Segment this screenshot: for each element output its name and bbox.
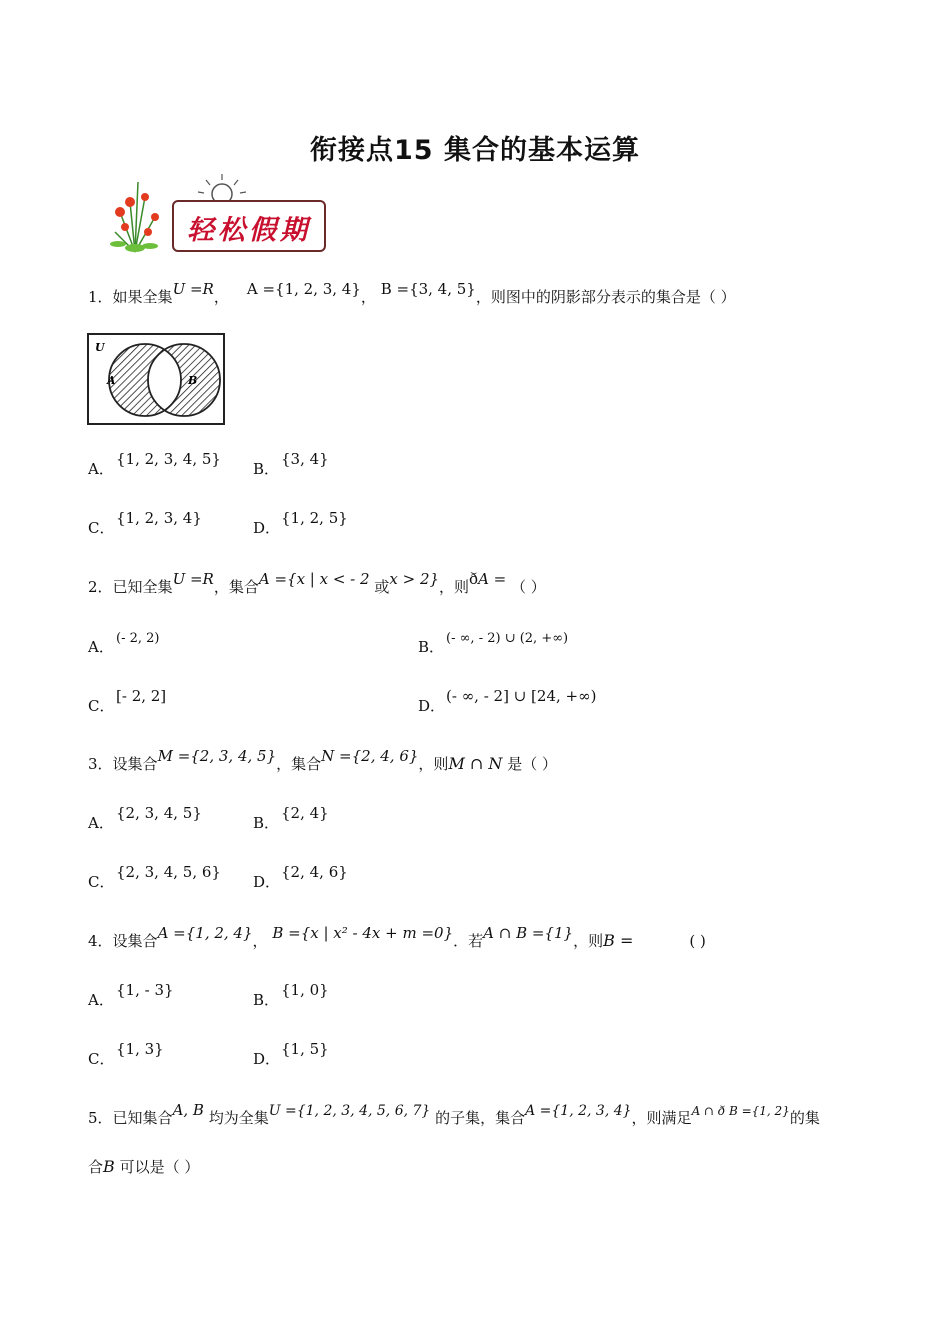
question-text: 设集合: [112, 932, 158, 950]
math-expression: U ={1, 2, 3, 4, 5, 6, 7}: [268, 1103, 431, 1119]
question-text: 设集合: [112, 755, 158, 773]
math-expression: A ={1, 2, 4}: [157, 924, 253, 942]
option-label: A．: [88, 991, 114, 1009]
question-text: 可以是（ ）: [119, 1158, 200, 1176]
math-expression: B ={x | x² - 4x + m =0}: [272, 924, 454, 942]
question-text: 的子集，集合: [435, 1109, 526, 1127]
option-value: {2, 4}: [281, 804, 329, 822]
question-number: 4．: [88, 932, 113, 950]
option-a[interactable]: [88, 981, 174, 1010]
option-d[interactable]: [253, 1040, 329, 1069]
option-label: B．: [253, 991, 280, 1009]
question-text: ，: [252, 932, 268, 950]
math-expression: B ={3, 4, 5}: [380, 280, 476, 298]
math-expression: U =R: [172, 280, 214, 298]
option-value: {1, 0}: [281, 981, 329, 999]
option-label: A．: [88, 814, 114, 832]
question-text: 合: [88, 1158, 104, 1176]
option-value: {2, 3, 4, 5, 6}: [116, 863, 221, 881]
option-label: C．: [88, 697, 115, 715]
option-a[interactable]: [88, 804, 202, 833]
option-value: {3, 4}: [281, 450, 329, 468]
answer-blank: （ ）: [511, 578, 546, 596]
question-text: ，集合: [213, 578, 259, 596]
question-text: 或: [374, 578, 390, 596]
option-label: B．: [253, 814, 280, 832]
math-expression: U =R: [172, 570, 214, 588]
question-2: [88, 570, 546, 597]
math-expression: A ∩ B ={1}: [483, 924, 574, 942]
option-d[interactable]: [253, 509, 348, 538]
venn-label-b: B: [188, 374, 198, 387]
question-5: [88, 1101, 820, 1128]
question-1: 1．如果全集U =R， A ={1, 2, 3, 4}， B ={3, 4, 5}，则图中的阴影部分表示的集合是（ ）: [88, 280, 736, 306]
question-3: [88, 747, 557, 774]
answer-blank: ( ): [689, 932, 706, 950]
question-text: 均为全集: [208, 1109, 269, 1127]
option-label: C．: [88, 873, 115, 891]
math-expression: A ∩ ð B ={1, 2}: [691, 1104, 790, 1118]
option-value: (- 2, 2): [116, 631, 160, 646]
math-expression: A =: [478, 570, 507, 588]
option-b[interactable]: [253, 804, 329, 833]
option-b[interactable]: [418, 631, 569, 657]
complement-symbol: ð: [469, 570, 479, 588]
question-number: 3．: [88, 755, 113, 773]
math-expression: A ={1, 2, 3, 4}: [246, 280, 361, 298]
option-d[interactable]: [418, 687, 597, 716]
option-value: {1, 5}: [281, 1040, 329, 1058]
question-number: 2．: [88, 578, 113, 596]
option-label: D．: [253, 873, 281, 891]
question-text: ，则: [418, 755, 449, 773]
option-label: C．: [88, 1050, 115, 1068]
question-text: ，则满足: [631, 1109, 692, 1127]
option-label: B．: [253, 460, 280, 478]
math-expression: A, B: [172, 1101, 204, 1119]
question-text: 的集: [789, 1109, 820, 1127]
option-label: D．: [253, 1050, 281, 1068]
option-label: A．: [88, 638, 114, 656]
page-title: 衔接点15 集合的基本运算: [310, 135, 640, 166]
option-label: A．: [88, 460, 114, 478]
venn-diagram: [87, 333, 227, 427]
option-label: D．: [253, 519, 281, 537]
option-value: (- ∞, - 2] ∪ [24, +∞): [446, 687, 597, 705]
math-expression: x > 2}: [389, 570, 440, 588]
math-expression: M ∩ N: [448, 754, 503, 773]
math-expression: B =: [603, 931, 634, 950]
venn-label-u: U: [95, 341, 105, 354]
question-text: ，: [360, 288, 376, 306]
question-text: 是（ ）: [507, 755, 557, 773]
option-label: D．: [418, 697, 446, 715]
option-value: {1, 3}: [116, 1040, 164, 1058]
option-value: {1, - 3}: [116, 981, 174, 999]
question-text: ，则图中的阴影部分表示的集合是（ ）: [475, 288, 736, 306]
option-label: C．: [88, 519, 115, 537]
question-text: 已知全集: [112, 578, 173, 596]
question-text: ，则: [573, 932, 604, 950]
question-number: 1．: [88, 288, 113, 306]
option-d[interactable]: [253, 863, 348, 892]
banner: [100, 172, 330, 254]
option-c[interactable]: [88, 1040, 164, 1069]
option-b[interactable]: [253, 450, 329, 479]
venn-label-a: A: [107, 374, 116, 387]
option-value: {1, 2, 3, 4, 5}: [116, 450, 221, 468]
option-value: {2, 3, 4, 5}: [116, 804, 202, 822]
math-expression: A ={x | x < - 2: [258, 570, 370, 588]
banner-text: 轻松假期: [187, 215, 311, 246]
math-expression: M ={2, 3, 4, 5}: [157, 747, 277, 765]
question-text: ，集合: [276, 755, 322, 773]
option-a[interactable]: [88, 631, 160, 657]
option-value: (- ∞, - 2) ∪ (2, +∞): [446, 631, 569, 646]
banner-box: [172, 200, 326, 252]
question-text: ，则: [439, 578, 470, 596]
option-value: {1, 2, 3, 4}: [116, 509, 202, 527]
question-number: 5．: [88, 1109, 113, 1127]
math-expression: N ={2, 4, 6}: [321, 747, 419, 765]
math-expression: A ={1, 2, 3, 4}: [525, 1103, 632, 1119]
question-text: ．若: [453, 932, 484, 950]
question-text: 如果全集: [112, 288, 173, 306]
option-a[interactable]: [88, 450, 221, 479]
question-4: [88, 924, 706, 951]
option-label: B．: [418, 638, 445, 656]
option-b[interactable]: [253, 981, 329, 1010]
flower-icon: [100, 172, 170, 254]
option-c[interactable]: [88, 509, 202, 538]
math-expression: B: [103, 1157, 115, 1176]
option-value: {2, 4, 6}: [281, 863, 348, 881]
option-value: {1, 2, 5}: [281, 509, 348, 527]
option-c[interactable]: [88, 863, 221, 892]
question-text: 已知集合: [112, 1109, 173, 1127]
option-value: [- 2, 2]: [116, 687, 167, 705]
question-5-line-2: [88, 1156, 199, 1177]
option-c[interactable]: [88, 687, 167, 716]
